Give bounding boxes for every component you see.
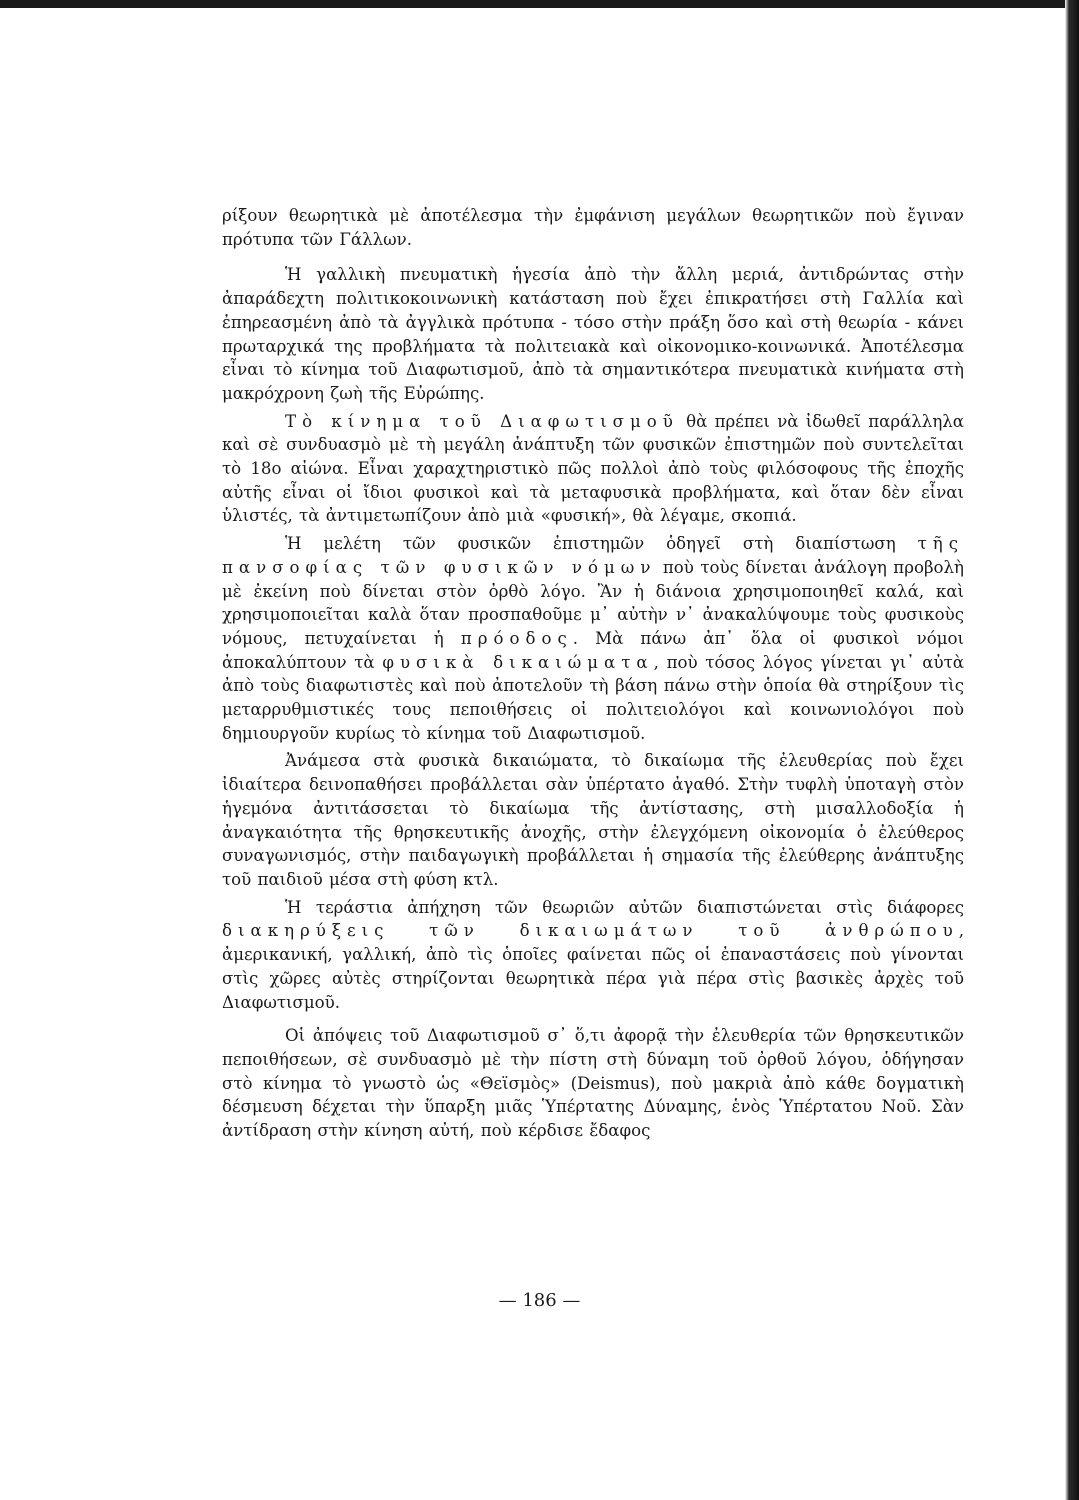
emphasized-text: πρόοδος — [460, 628, 573, 648]
body-paragraph — [222, 410, 964, 529]
paragraph-text: Ἡ γαλλικὴ πνευματικὴ ἡγεσία ἀπὸ τὴν ἄλλη μεριά, ἀντιδρώντας στὴν ἀπαράδεχτη πολιτικοκοινωνικὴ κατάσταση ποὺ ἔχει ἐπικρατήσει στὴ Γαλλία καὶ ἐπηρεασμένη ἀπὸ τὰ ἀγγλικὰ πρότυπα - τόσο στὴν πράξη ὅσο καὶ στὴ θεωρία - κάνει πρωταρχικά της προβλήματα τὰ πολιτειακὰ καὶ οἰκονομικο-κοινωνικά. Ἀποτέλεσμα εἶναι τὸ κίνημα τοῦ Διαφωτισμοῦ, ἀπὸ τὰ σημαντικότερα πνευματικὰ κινήματα στὴ μακρόχρονη ζωὴ τῆς Εὐρώπης. — [222, 265, 964, 403]
page-number: — 186 — — [498, 1290, 581, 1311]
paragraph-text: , ἀμερικανική, γαλλική, ἀπὸ τὶς ὁποῖες φαίνεται πῶς οἱ ἐπαναστάσεις ποὺ γίνονται στὶς χῶρες αὐτὲς στηρίζονται θεωρητικὰ πέρα γιὰ πέρα στὶς βασικὲς ἀρχὲς τοῦ Διαφωτισμοῦ. — [222, 921, 964, 1012]
paragraph-text: Οἱ ἀπόψεις τοῦ Διαφωτισμοῦ σ᾿ ὅ,τι ἀφορᾷ τὴν ἐλευθερία τῶν θρησκευτικῶν πεποιθήσεων, σὲ συνδυασμὸ μὲ τὴν πίστη στὴ δύναμη τοῦ ὀρθοῦ λόγου, ὁδήγησαν στὸ κίνημα τὸ γνωστὸ ὡς «Θεϊσμὸς» (Deismus), ποὺ μακριὰ ἀπὸ κάθε δογματικὴ δέσμευση δέχεται τὴν ὕπαρξη μιᾶς Ὑπέρτατης Δύναμης, ἑνὸς Ὑπέρτατου Νοῦ. Σὰν ἀντίδραση στὴν κίνηση αὐτή, ποὺ κέρδισε ἔδαφος — [222, 1026, 964, 1141]
emphasized-text: φυσικὰ δικαιώματα — [382, 652, 654, 672]
emphasized-text: Τὸ κίνημα τοῦ Διαφωτισμοῦ — [285, 411, 679, 431]
paragraph-text: ποὺ τοὺς δίνεται ἀνάλογη προβολὴ μὲ ἐκείνη ποὺ δίνεται στὸν ὀρθὸ λόγο. Ἂν ἡ διάνοια χρησιμοποιηθεῖ καλά, καὶ χρησιμοποιεῖται καλὰ ὅταν προσπαθοῦμε μ᾿ αὐτὴν ν᾿ ἀνακαλύψουμε τοὺς φυσικοὺς νόμους, πετυχαίνεται ἡ — [222, 557, 964, 648]
body-paragraph — [222, 896, 964, 1015]
paragraph-text: θὰ πρέπει νὰ ἰδωθεῖ παράλληλα καὶ σὲ συνδυασμὸ μὲ τὴ μεγάλη ἀνάπτυξη τῶν φυσικῶν ἐπιστημῶν ποὺ συντελεῖται τὸ 18ο αἰώνα. Εἶναι χαραχτηριστικὸ πῶς πολλοὶ ἀπὸ τοὺς φιλόσοφους τῆς ἐποχῆς αὐτῆς εἶναι οἱ ἴδιοι φυσικοὶ καὶ τὰ μεταφυσικὰ προβλήματα, καὶ ὅταν δὲν εἶναι ὑλιστές, τὰ ἀντιμετωπίζουν ἀπὸ μιὰ «φυσική», θὰ λέγαμε, σκοπιά. — [222, 411, 964, 526]
scan-border-top — [0, 0, 1079, 8]
body-paragraph — [222, 749, 964, 891]
paragraph-text: . Μὰ πάνω ἀπ᾿ ὅλα οἱ φυσικοὶ νόμοι ἀποκαλύπτουν τὰ — [222, 628, 964, 672]
emphasized-text: διακηρύξεις τῶν δικαιωμάτων τοῦ ἀνθρώπου — [222, 921, 959, 941]
paragraph-text: Ἡ τεράστια ἀπήχηση τῶν θεωριῶν αὐτῶν διαπιστώνεται στὶς διάφορες — [285, 897, 964, 917]
paragraph-text: Ἡ μελέτη τῶν φυσικῶν ἐπιστημῶν ὁδηγεῖ στὴ διαπίστωση — [285, 534, 918, 554]
paragraph-text: Ἀνάμεσα στὰ φυσικὰ δικαιώματα, τὸ δικαίωμα τῆς ἐλευθερίας ποὺ ἔχει ἰδιαίτερα δεινοπαθήσει προβάλλεται σὰν ὑπέρτατο ἀγαθό. Στὴν τυφλὴ ὑποταγὴ στὸν ἡγεμόνα ἀντιτάσσεται τὸ δικαίωμα τῆς ἀντίστασης, στὴ μισαλλοδοξία ἡ ἀναγκαιότητα τῆς θρησκευτικῆς ἀνοχῆς, στὴν ἐλεγχόμενη οἰκονομία ὁ ἐλεύθερος συναγωνισμός, στὴν παιδαγωγικὴ προβάλλεται ἡ σημασία τῆς ἐλεύθερης ἀνάπτυξης τοῦ παιδιοῦ μέσα στὴ φύση κτλ. — [222, 751, 964, 889]
body-paragraph — [222, 204, 964, 251]
page-body — [222, 204, 964, 1147]
scan-border-right — [1065, 0, 1079, 1500]
body-paragraph — [222, 1024, 964, 1143]
body-paragraph — [222, 532, 964, 745]
emphasized-text: τῆς πανσοφίας τῶν φυσικῶν νόμων — [222, 534, 964, 577]
body-paragraph — [222, 263, 964, 405]
paragraph-text: ρίξουν θεωρητικὰ μὲ ἀποτέλεσμα τὴν ἐμφάνιση μεγάλων θεωρητικῶν ποὺ ἔγιναν πρότυπα τῶν Γάλλων. — [222, 206, 964, 249]
paragraph-text: , ποὺ τόσος λόγος γίνεται γι᾿ αὐτὰ ἀπὸ τοὺς διαφωτιστὲς καὶ ποὺ ἀποτελοῦν τὴ βάση πάνω στὴν ὁποία θὰ στηρίξουν τὶς μεταρρυθμιστικές τους πεποιθήσεις οἱ πολιτειολόγοι καὶ κοινωνιολόγοι ποὺ δημιουργοῦν κυρίως τὸ κίνημα τοῦ Διαφωτισμοῦ. — [222, 652, 964, 743]
